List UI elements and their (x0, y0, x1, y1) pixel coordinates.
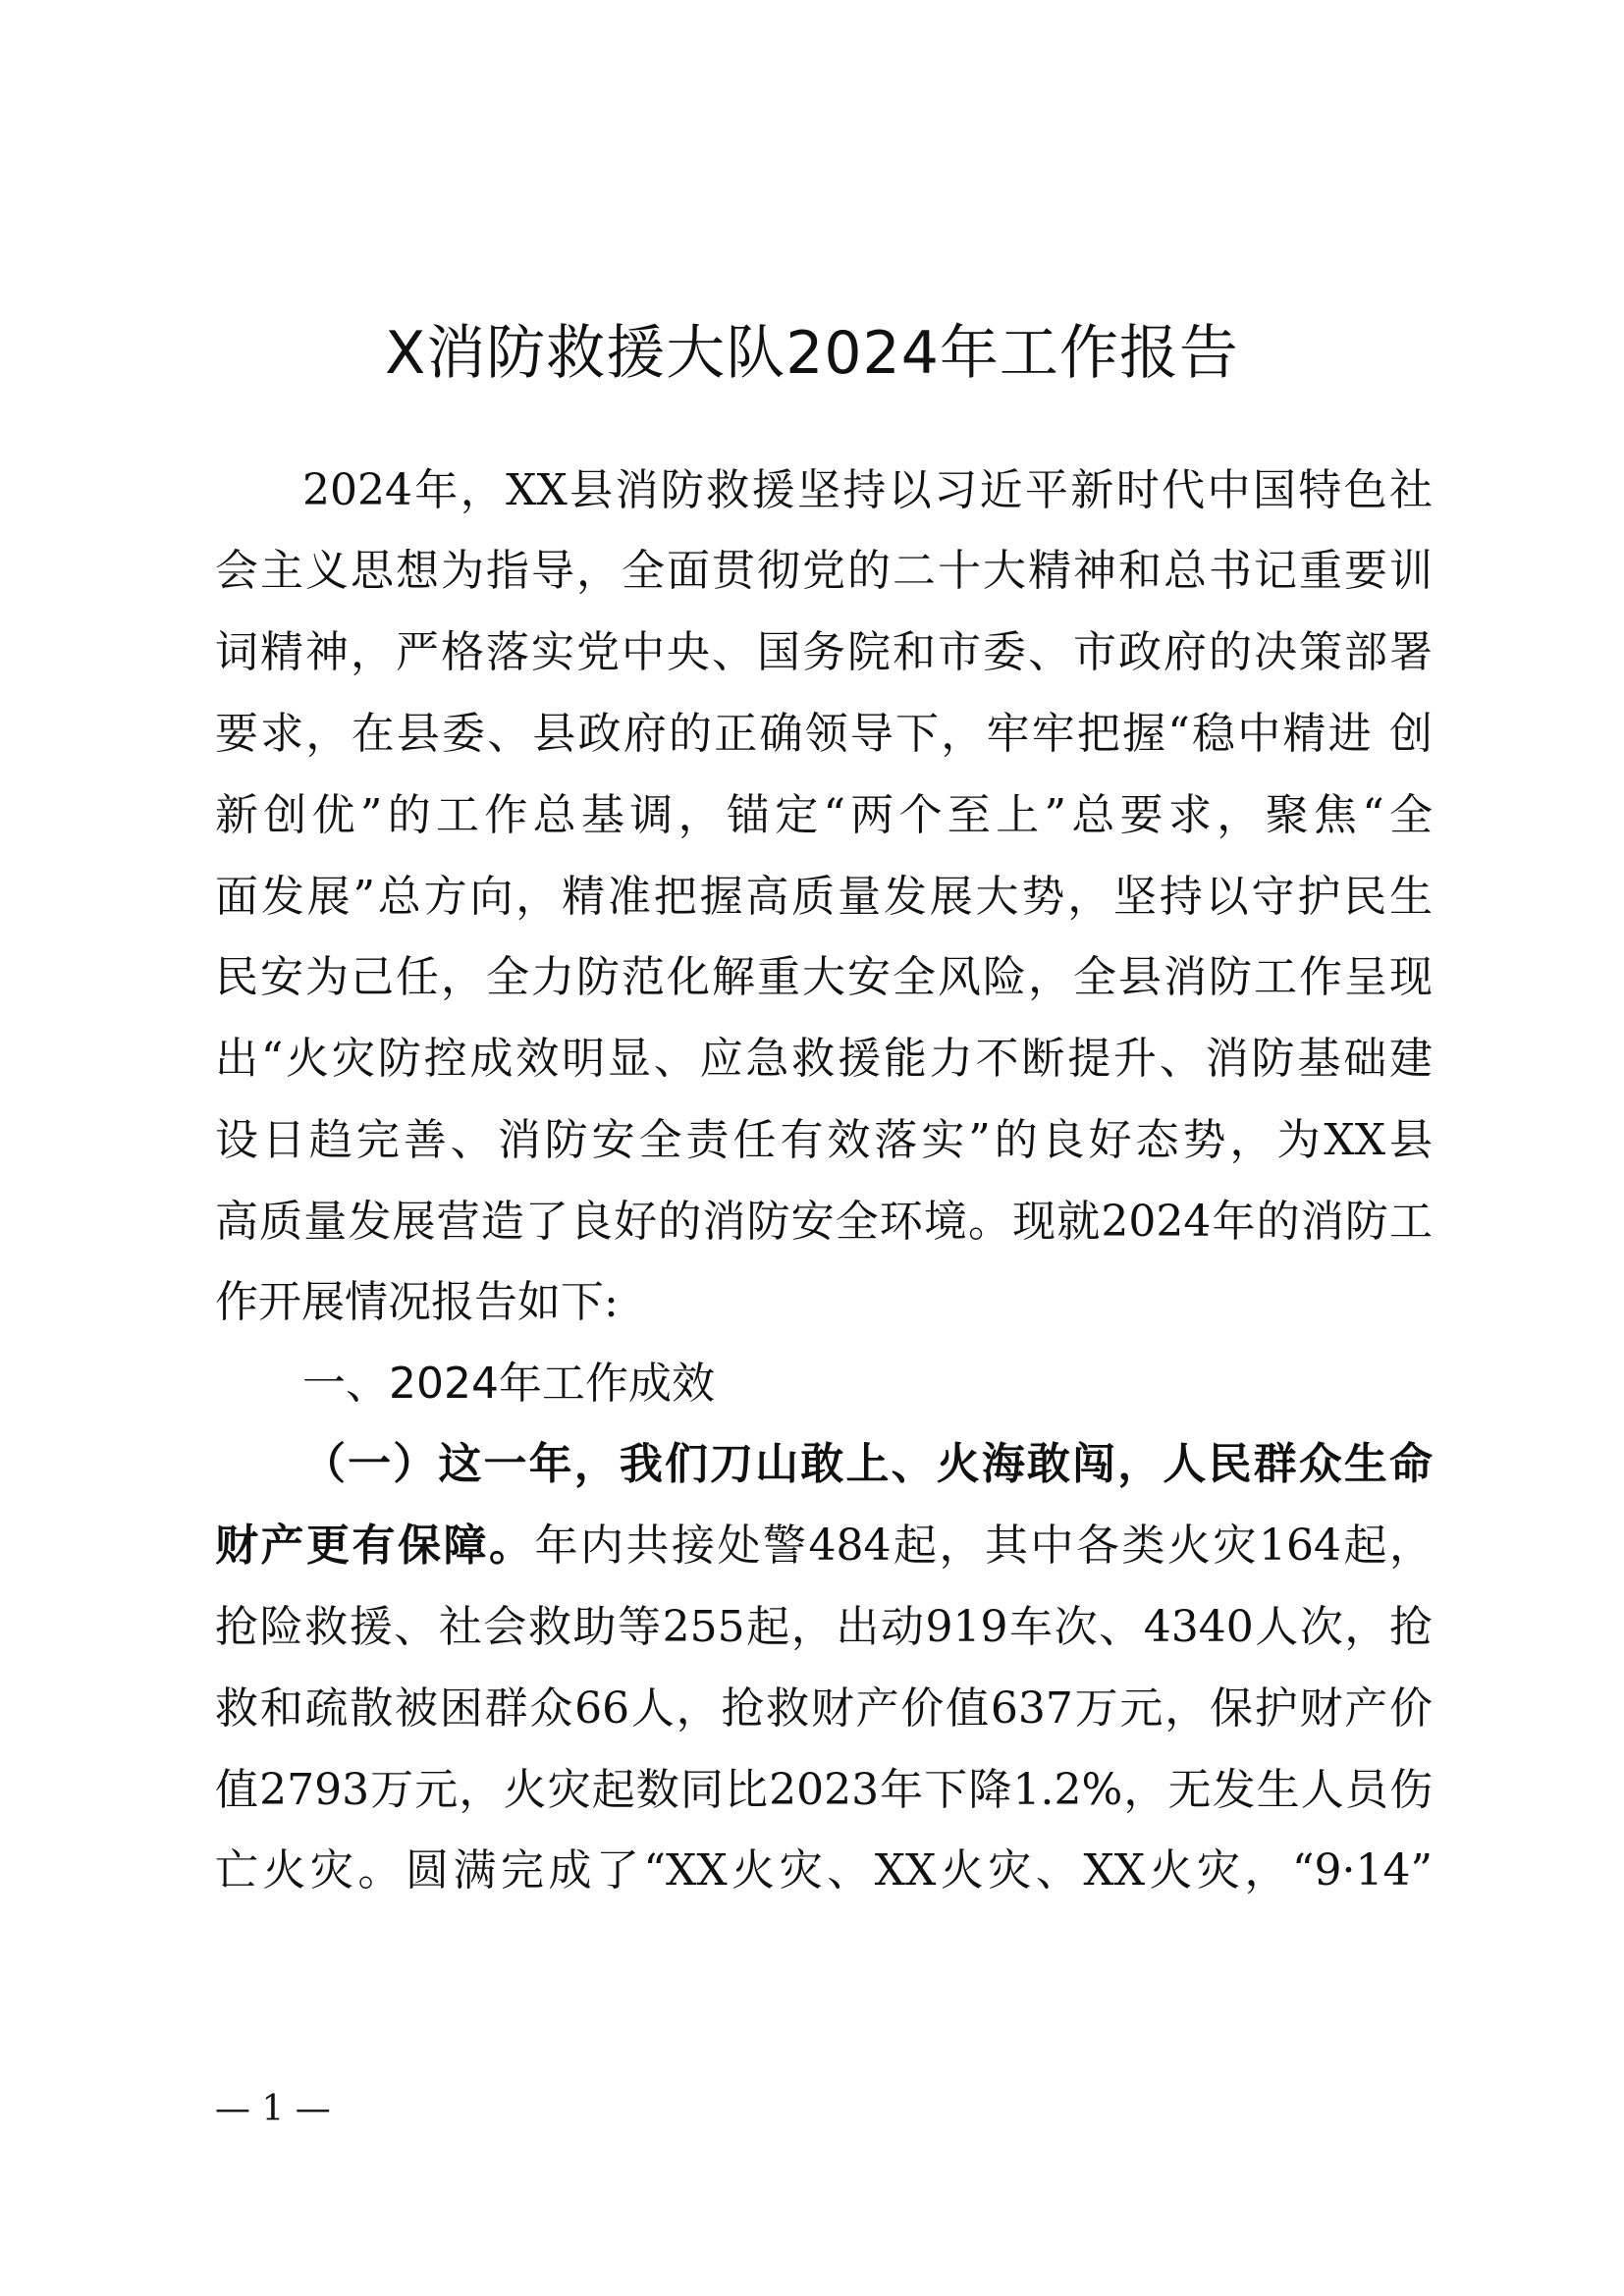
body-text: 年内共接处警484起，其中各类火灾164起， (534, 1521, 1434, 1571)
paragraph-line: 新创优”的工作总基调，锚定“两个至上”总要求，聚焦“全 (215, 790, 1433, 840)
page-number: — 1 — (215, 2089, 331, 2129)
sub-heading-tail: 财产更有保障。 (215, 1521, 535, 1571)
paragraph-line: 高质量发展营造了良好的消防安全环境。现就2024年的消防工 (215, 1197, 1433, 1247)
paragraph-line: 出“火灾防控成效明显、应急救援能力不断提升、消防基础建 (215, 1034, 1433, 1084)
paragraph-line: 救和疏散被困群众66人，抢救财产价值637万元，保护财产价 (215, 1683, 1433, 1734)
mixed-line (215, 1517, 1433, 1575)
paragraph-line: 抢险救援、社会救助等255起，出动919车次、4340人次，抢 (215, 1602, 1433, 1652)
paragraph-line: 值2793万元，火灾起数同比2023年下降1.2%，无发生人员伤 (215, 1765, 1433, 1815)
paragraph-line: 2024年，XX县消防救援坚持以习近平新时代中国特色社 (302, 465, 1433, 515)
sub-heading-line: （一）这一年，我们刀山敢上、火海敢闯，人民群众生命 (302, 1439, 1433, 1489)
paragraph-line: 民安为己任，全力防范化解重大安全风险，全县消防工作呈现 (215, 952, 1433, 1002)
paragraph-line: 词精神，严格落实党中央、国务院和市委、市政府的决策部署 (215, 627, 1433, 677)
paragraph-line: 作开展情况报告如下: (215, 1277, 619, 1327)
document-title: X消防救援大队2024年工作报告 (385, 319, 1239, 388)
section-heading: 一、2024年工作成效 (302, 1359, 715, 1409)
paragraph-line: 要求，在县委、县政府的正确领导下，牢牢把握“稳中精进 创 (215, 709, 1433, 759)
paragraph-line: 设日趋完善、消防安全责任有效落实”的良好态势，为XX县 (215, 1115, 1433, 1165)
paragraph-line: 亡火灾。圆满完成了“XX火灾、XX火灾、XX火灾，“9·14” (215, 1845, 1433, 1896)
paragraph-line: 面发展”总方向，精准把握高质量发展大势，坚持以守护民生 (215, 872, 1433, 922)
paragraph-line: 会主义思想为指导，全面贯彻党的二十大精神和总书记重要训 (215, 546, 1433, 596)
